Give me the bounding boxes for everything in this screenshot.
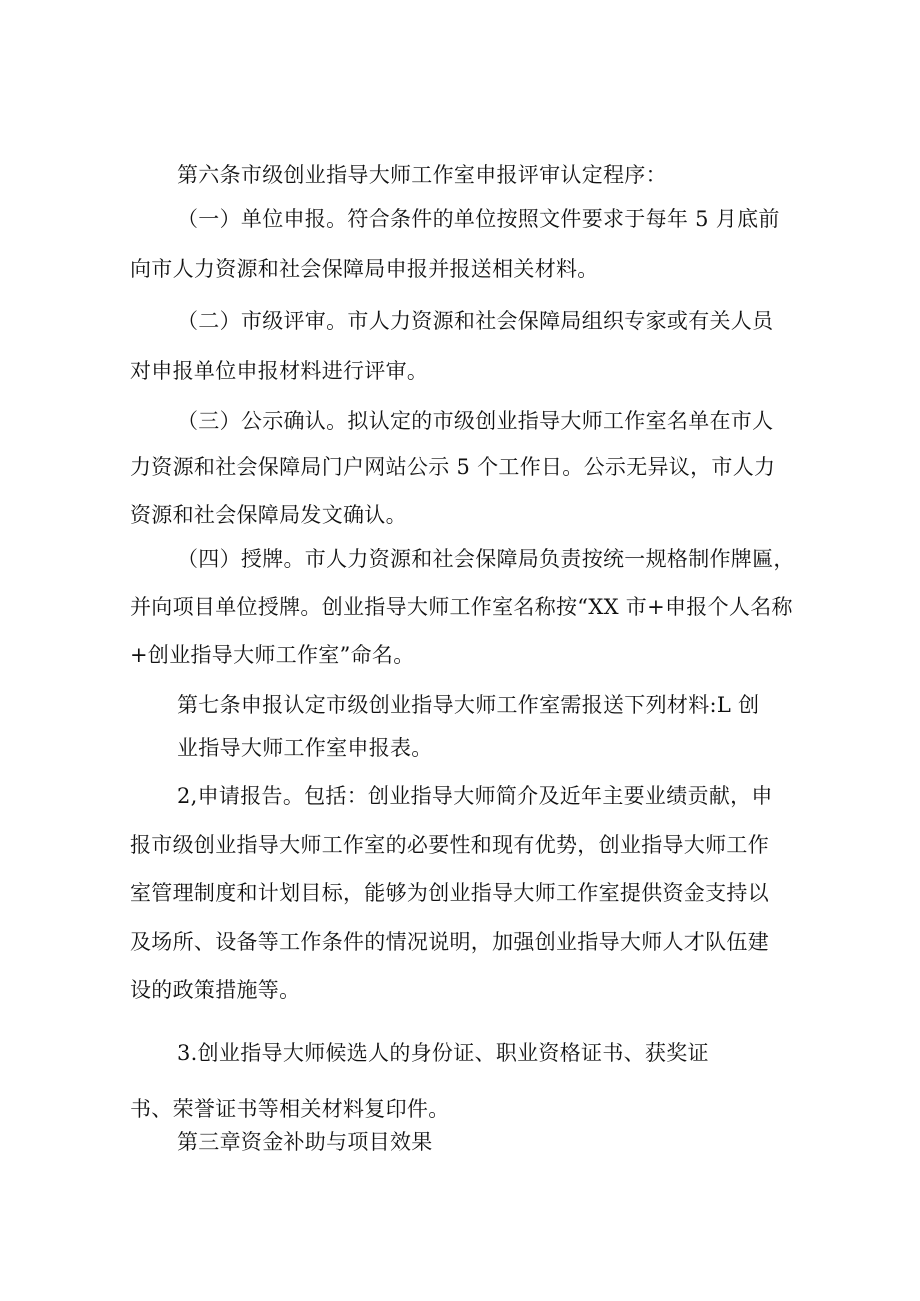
paragraph-line: 向市人力资源和社会保障局申报并报送相关材料。: [130, 257, 599, 281]
paragraph-line: 对申报单位申报材料进行评审。: [130, 359, 429, 383]
paragraph-line: +创业指导大师工作室”命名。: [130, 643, 415, 667]
paragraph-line: 报市级创业指导大师工作室的必要性和现有优势，创业指导大师工作: [130, 833, 769, 857]
paragraph-line: 资源和社会保障局发文确认。: [130, 503, 407, 527]
paragraph-line: 及场所、设备等工作条件的情况说明，加强创业指导大师人才队伍建: [130, 930, 769, 954]
paragraph-line: 力资源和社会保障局门户网站公示 5 个工作日。公示无异议，市人力: [130, 455, 776, 479]
paragraph-line: 书、荣誉证书等相关材料复印件。: [130, 1097, 450, 1121]
paragraph-line: 业指导大师工作室申报表。: [177, 736, 433, 760]
paragraph-line: 并向项目单位授牌。创业指导大师工作室名称按“XX 市+申报个人名称: [130, 595, 793, 619]
paragraph-line: 2,申请报告。包括：创业指导大师简介及近年主要业绩贡献，申: [177, 784, 773, 808]
paragraph-line: （二）市级评审。市人力资源和社会保障局组织专家或有关人员: [177, 309, 774, 333]
paragraph-line: （四）授牌。市人力资源和社会保障局负责按统一规格制作牌匾，: [177, 547, 795, 571]
paragraph-line: 室管理制度和计划目标，能够为创业指导大师工作室提供资金支持以: [130, 881, 769, 905]
paragraph-line: （一）单位申报。符合条件的单位按照文件要求于每年 5 月底前: [177, 207, 780, 231]
article-seven-heading: 第七条申报认定市级创业指导大师工作室需报送下列材料:L 创: [177, 693, 760, 717]
chapter-three-heading: 第三章资金补助与项目效果: [177, 1130, 433, 1154]
paragraph-line: 设的政策措施等。: [130, 978, 301, 1002]
article-six-heading: 第六条市级创业指导大师工作室申报评审认定程序：: [177, 163, 667, 187]
paragraph-line: （三）公示确认。拟认定的市级创业指导大师工作室名单在市人: [177, 409, 774, 433]
paragraph-line: 3.创业指导大师候选人的身份证、职业资格证书、获奖证: [177, 1041, 709, 1065]
